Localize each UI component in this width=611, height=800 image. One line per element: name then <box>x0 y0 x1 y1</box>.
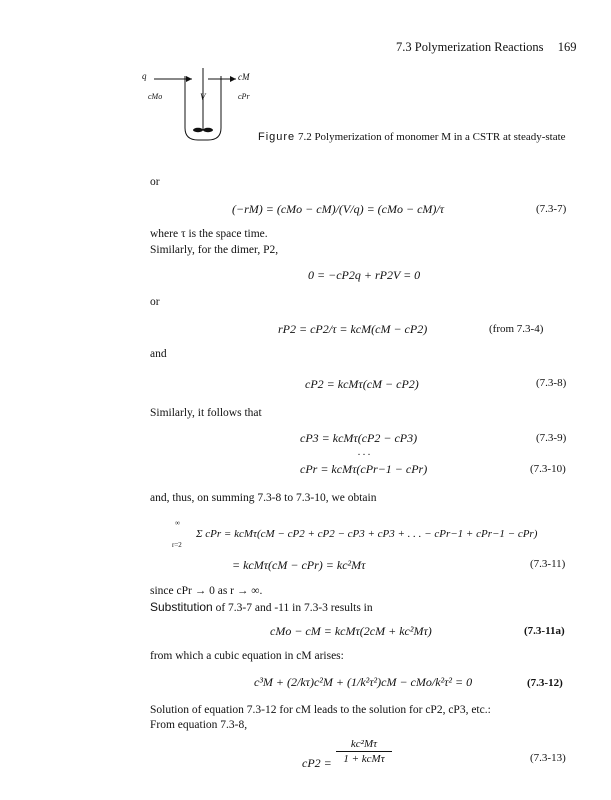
fraction-numerator: kc²Mτ <box>350 738 378 750</box>
reactor-svg <box>140 62 270 152</box>
body-text: since cPr → 0 as r → ∞. <box>150 585 263 597</box>
equation-number: (7.3-12) <box>527 677 563 689</box>
equation: c³M + (2/kτ)c²M + (1/k²τ²)cM − cMo/k²τ² = 0 <box>254 675 473 689</box>
label-q: q <box>142 71 147 81</box>
running-header <box>396 40 577 55</box>
equation: cP3 = kcMτ(cP2 − cP3) <box>300 431 418 445</box>
equation-number: (7.3-7) <box>536 203 567 215</box>
substitution-lead: Substitution <box>150 600 213 614</box>
body-text: or <box>150 296 160 308</box>
caption-lead: Figure <box>258 131 296 143</box>
fraction-lhs: cP2 = <box>302 756 332 770</box>
label-cmo: cMo <box>148 92 163 101</box>
body-line <box>150 600 373 614</box>
equation-number: (7.3-11) <box>530 558 566 570</box>
equation-number: (7.3-13) <box>530 752 566 764</box>
sum-upper-limit: ∞ <box>175 519 180 527</box>
body-text: and, thus, on summing 7.3-8 to 7.3-10, we obtain <box>150 492 377 504</box>
label-cm: cM <box>238 72 250 82</box>
body-text: or <box>150 176 160 188</box>
body-text: Solution of equation 7.3-12 for cM leads to the solution for cP2, cP3, etc.: <box>150 704 491 716</box>
label-cpr: cPr <box>238 92 250 101</box>
equation: = kcMτ(cM − cPr) = kc²Mτ <box>232 558 366 572</box>
equation: cPr = kcMτ(cPr−1 − cPr) <box>300 462 428 476</box>
fraction <box>336 738 392 765</box>
equation-number: (7.3-10) <box>530 463 566 475</box>
body-text: From equation 7.3-8, <box>150 719 248 731</box>
equation: 0 = −cP2q + rP2V = 0 <box>308 268 421 282</box>
equation-number: (from 7.3-4) <box>489 323 544 335</box>
body-text: Similarly, for the dimer, P2, <box>150 244 279 256</box>
sum-equation: Σ cPr = kcMτ(cM − cP2 + cP2 − cP3 + cP3 + . . . − cPr−1 + cPr−1 − cPr) <box>196 528 538 540</box>
body-text: and <box>150 348 167 360</box>
equation: (−rM) = (cMo − cM)/(V/q) = (cMo − cM)/τ <box>232 202 445 216</box>
equation-number: (7.3-8) <box>536 377 567 389</box>
body-text: Similarly, it follows that <box>150 407 262 419</box>
page-number: 169 <box>557 40 577 54</box>
equation: cP2 = kcMτ(cM − cP2) <box>305 377 419 391</box>
ellipsis: . . . <box>358 447 371 458</box>
label-v: V <box>200 92 206 102</box>
equation: rP2 = cP2/τ = kcM(cM − cP2) <box>278 322 428 336</box>
sum-lower-limit: r=2 <box>172 541 182 549</box>
header-title: 7.3 Polymerization Reactions <box>396 40 544 54</box>
equation-number: (7.3-9) <box>536 432 567 444</box>
cstr-diagram <box>140 62 270 152</box>
fraction-denominator: 1 + kcMτ <box>343 753 385 765</box>
caption-text: 7.2 Polymerization of monomer M in a CSTR at steady-state <box>297 131 566 143</box>
equation-number: (7.3-11a) <box>524 625 565 637</box>
body-text: from which a cubic equation in cM arises: <box>150 650 344 662</box>
body-text: of 7.3-7 and -11 in 7.3-3 results in <box>215 602 373 614</box>
body-text: where τ is the space time. <box>150 228 268 240</box>
equation: cMo − cM = kcMτ(2cM + kc²Mτ) <box>270 624 432 638</box>
fraction-bar <box>336 751 392 752</box>
figure-caption <box>258 131 566 143</box>
